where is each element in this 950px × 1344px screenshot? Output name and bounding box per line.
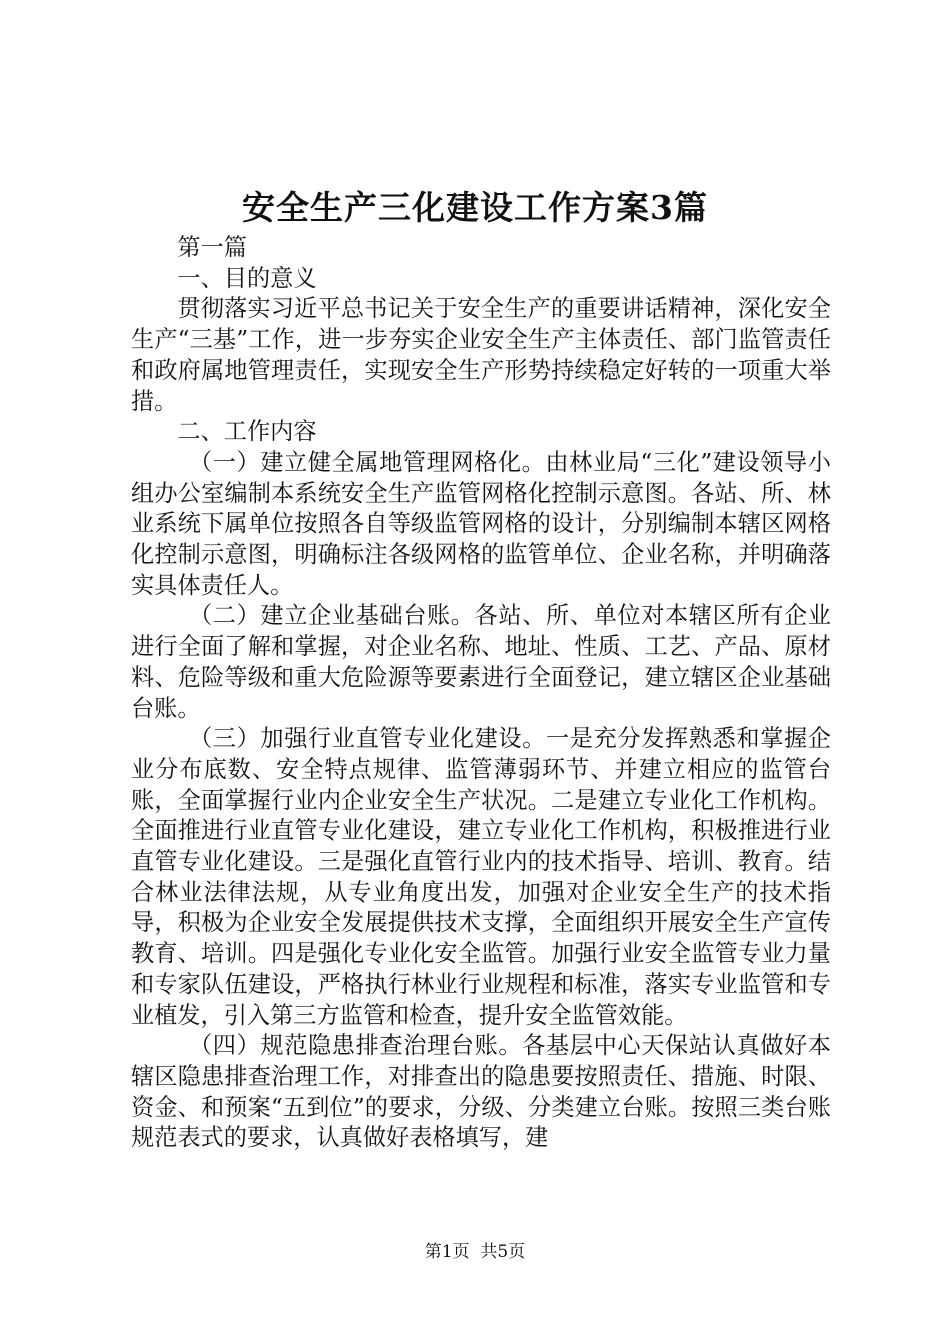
paragraph: （三）加强行业直管专业化建设。一是充分发挥熟悉和掌握企业分布底数、安全特点规律、监管薄弱环节、并建立相应的监管台账，全面掌握行业内企业安全生产状况。二是建立专业化工作机构。全面推进行业直管专业化建设，建立专业化工作机构，积极推进行业直管专业化建设。三是强化直管行业内的技术指导、培训、教育。结合林业法律法规，从专业角度出发，加强对企业安全生产的技术指导，积极为企业安全发展提供技术支撑，全面组织开展安全生产宣传教育、培训。四是强化专业化安全监管。加强行业安全监管专业力量和专家队伍建设，严格执行林业行业规程和标准，落实专业监管和专业植发，引入第三方监管和检查，提升安全监管效能。 (131, 725, 831, 1029)
section-heading: 一、目的意义 (177, 264, 317, 292)
document-title: 安全生产三化建设工作方案3篇 (242, 188, 708, 227)
page-number: 第1页 (424, 1242, 470, 1262)
document-body (131, 233, 831, 1154)
paragraph: 贯彻落实习近平总书记关于安全生产的重要讲话精神，深化安全生产“三基”工作，进一步夯实企业安全生产主体责任、部门监管责任和政府属地管理责任，实现安全生产形势持续稳定好转的一项重大举措。 (131, 295, 831, 415)
paragraph: （四）规范隐患排查治理台账。各基层中心天保站认真做好本辖区隐患排查治理工作，对排查出的隐患要按照责任、措施、时限、资金、和预案“五到位”的要求，分级、分类建立台账。按照三类台账规范表式的要求，认真做好表格填写，建 (131, 1032, 831, 1152)
section-heading: 二、工作内容 (177, 418, 317, 446)
paragraph: （二）建立企业基础台账。各站、所、单位对本辖区所有企业进行全面了解和掌握，对企业名称、地址、性质、工艺、产品、原材料、危险等级和重大危险源等要素进行全面登记，建立辖区企业基础台账。 (131, 602, 831, 722)
page-total: 共5页 (480, 1242, 526, 1262)
paragraph: （一）建立健全属地管理网格化。由林业局“三化”建设领导小组办公室编制本系统安全生产监管网格化控制示意图。各站、所、林业系统下属单位按照各自等级监管网格的设计，分别编制本辖区网格化控制示意图，明确标注各级网格的监管单位、企业名称，并明确落实具体责任人。 (131, 448, 831, 599)
paragraph: 第一篇 (177, 234, 247, 261)
page-footer (0, 1240, 950, 1264)
